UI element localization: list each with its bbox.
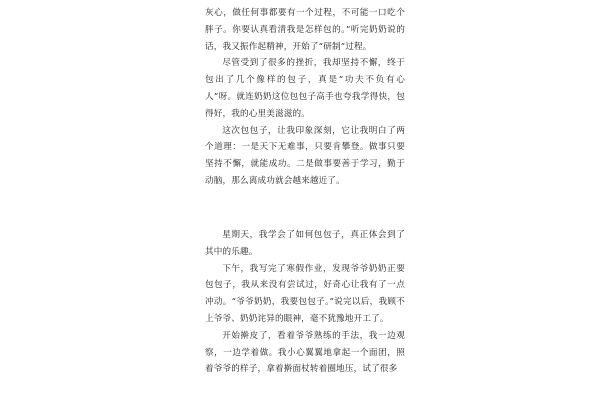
paragraph: 下午，我写完了寒假作业，发现爷爷奶奶正要包包子，我从来没有尝试过，好奇心让我有了一点冲动。“爷爷奶奶，我要包包子。”说完以后，我顾不上爷爷、奶奶诧异的眼神，毫不犹豫地开工了。	[205, 263, 405, 324]
paragraph: 灰心，做任何事都要有一个过程，不可能一口吃个胖子。你要认真看清我是怎样包的。”听完奶奶说的话，我又振作起精神，开始了“研制”过程。	[205, 8, 405, 52]
paragraph: 星期天，我学会了如何包包子，真正体会到了其中的乐趣。	[205, 230, 405, 257]
paragraph: 这次包包子，让我印象深刻，它让我明白了两个道理：一是天下无难事，只要肯攀登。做事只要坚持不懈，就能成功。二是做事要善于学习，勤于动脑，那么离成功就会越来越近了。	[205, 125, 405, 186]
text-section-2	[205, 227, 405, 378]
paragraph: 尽管受到了很多的挫折，我却坚持不懈，终于包出了几个像样的包子，真是“功夫不负有心人”呀。就连奶奶这位包包子高手也夸我学得快，包得好，我的心里美滋滋的。	[205, 58, 405, 119]
text-section-1	[205, 5, 405, 190]
paragraph: 开始擀皮了，看着爷爷熟练的手法，我一边观察，一边学着做。我小心翼翼地拿起一个面团，照着爷爷的样子，拿着擀面杖转着圈地压，试了很多	[205, 330, 405, 375]
